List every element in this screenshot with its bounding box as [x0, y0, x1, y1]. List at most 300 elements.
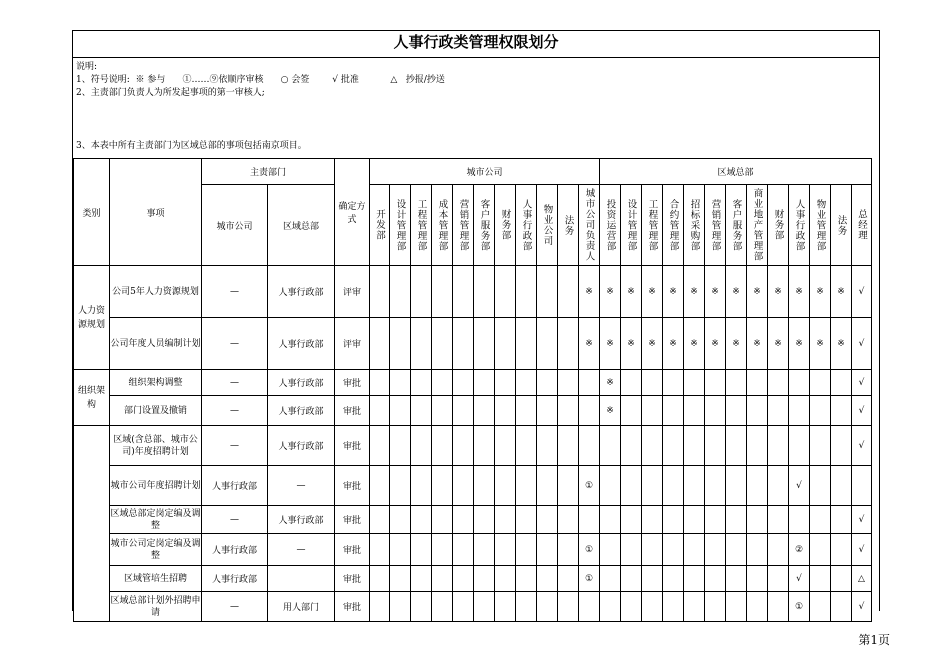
city-mark-cell: [390, 466, 411, 506]
city-mark-cell: [390, 426, 411, 466]
header-city-col-label: 城市公司负责人: [583, 188, 595, 262]
region-mark-cell: [705, 370, 726, 396]
city-mark-cell: [474, 566, 495, 592]
header-region-col-label: 法务: [835, 214, 847, 236]
header-region-col-label: 工程管理部: [646, 198, 658, 252]
table-row: [74, 506, 872, 534]
header-city-col-label: 法务: [562, 214, 574, 236]
region-mark-cell: √: [852, 506, 872, 534]
header-region-col-label: 设计管理部: [625, 198, 637, 252]
region-mark-cell: [663, 396, 684, 426]
city-mark-cell: [432, 506, 453, 534]
header-city-col-label: 工程管理部: [415, 198, 427, 252]
notes: [76, 61, 445, 100]
city-mark-cell: [516, 506, 537, 534]
item-cell: 公司年度人员编制计划: [110, 318, 202, 370]
city-mark-cell: ①: [579, 466, 600, 506]
region-mark-cell: [705, 566, 726, 592]
region-mark-cell: √: [852, 370, 872, 396]
region-mark-cell: [684, 426, 705, 466]
city-mark-cell: [453, 534, 474, 566]
city-mark-cell: [516, 396, 537, 426]
region-mark-cell: ※: [747, 318, 768, 370]
region-mark-cell: [789, 396, 810, 426]
city-mark-cell: [432, 396, 453, 426]
hq-dept-cell: 人事行政部: [268, 396, 335, 426]
region-mark-cell: [810, 370, 831, 396]
region-mark-cell: ※: [642, 318, 663, 370]
city-mark-cell: [411, 266, 432, 318]
region-mark-cell: [705, 592, 726, 622]
city-mark-cell: [495, 566, 516, 592]
city-mark-cell: [432, 592, 453, 622]
region-mark-cell: [768, 506, 789, 534]
region-mark-cell: [726, 506, 747, 534]
header-city-col: [537, 185, 558, 266]
header-city-col: [516, 185, 537, 266]
header-city-col-label: 设计管理部: [394, 198, 406, 252]
header-city-col: [432, 185, 453, 266]
header-city-col: [579, 185, 600, 266]
city-mark-cell: [474, 266, 495, 318]
city-mark-cell: [370, 370, 390, 396]
region-mark-cell: [663, 426, 684, 466]
city-mark-cell: [411, 466, 432, 506]
notes-line-2: 2、主责部门负责人为所发起事项的第一审核人;: [76, 88, 265, 98]
region-mark-cell: [621, 396, 642, 426]
region-mark-cell: √: [852, 396, 872, 426]
region-mark-cell: [642, 592, 663, 622]
region-mark-cell: [810, 426, 831, 466]
method-cell: 评审: [335, 318, 370, 370]
region-mark-cell: [747, 506, 768, 534]
city-mark-cell: [453, 466, 474, 506]
city-mark-cell: [474, 370, 495, 396]
city-mark-cell: [453, 566, 474, 592]
city-mark-cell: [474, 318, 495, 370]
header-region-col: [831, 185, 852, 266]
region-mark-cell: [810, 566, 831, 592]
city-mark-cell: [495, 426, 516, 466]
city-mark-cell: ※: [579, 266, 600, 318]
city-mark-cell: [558, 466, 579, 506]
region-mark-cell: [642, 396, 663, 426]
notes-line-3: 3、本表中所有主责部门为区域总部的事项包括南京项目。: [76, 141, 307, 151]
hq-dept-cell: 人事行政部: [268, 266, 335, 318]
region-mark-cell: √: [789, 566, 810, 592]
city-mark-cell: [370, 318, 390, 370]
city-mark-cell: [411, 396, 432, 426]
region-mark-cell: ※: [726, 318, 747, 370]
sheet: [72, 30, 880, 618]
header-region-col: [600, 185, 621, 266]
region-mark-cell: [831, 592, 852, 622]
region-mark-cell: ②: [789, 534, 810, 566]
region-mark-cell: [726, 566, 747, 592]
region-mark-cell: [789, 426, 810, 466]
city-mark-cell: [558, 426, 579, 466]
item-cell: 区域总部计划外招聘申请: [110, 592, 202, 622]
header-city-col: [411, 185, 432, 266]
hq-dept-cell: 人事行政部: [268, 426, 335, 466]
region-mark-cell: [768, 370, 789, 396]
table-row: [74, 426, 872, 466]
header-region-col: [810, 185, 831, 266]
city-mark-cell: [411, 592, 432, 622]
permission-table: [73, 158, 872, 622]
region-mark-cell: [831, 534, 852, 566]
city-mark-cell: [432, 566, 453, 592]
region-mark-cell: [747, 396, 768, 426]
region-mark-cell: [621, 566, 642, 592]
region-mark-cell: [621, 370, 642, 396]
region-mark-cell: ※: [663, 266, 684, 318]
region-mark-cell: √: [852, 534, 872, 566]
region-mark-cell: [663, 534, 684, 566]
city-mark-cell: [390, 396, 411, 426]
region-mark-cell: √: [852, 426, 872, 466]
region-mark-cell: [831, 566, 852, 592]
region-mark-cell: [642, 370, 663, 396]
hq-dept-cell: —: [268, 534, 335, 566]
region-mark-cell: [684, 370, 705, 396]
city-mark-cell: [370, 426, 390, 466]
notes-line-1: 1、符号说明: ※ 参与 ①……⑨依顺序审核 ○ 会签 √ 批准 △ 抄报/抄送: [76, 75, 445, 85]
header-region-col-label: 物业管理部: [814, 198, 826, 252]
city-mark-cell: [411, 566, 432, 592]
region-mark-cell: [810, 396, 831, 426]
city-mark-cell: [537, 318, 558, 370]
city-mark-cell: [474, 426, 495, 466]
hq-dept-cell: —: [268, 466, 335, 506]
city-mark-cell: [453, 506, 474, 534]
region-mark-cell: [684, 566, 705, 592]
city-mark-cell: [495, 534, 516, 566]
city-mark-cell: [390, 506, 411, 534]
region-mark-cell: [642, 566, 663, 592]
city-mark-cell: [537, 534, 558, 566]
table-row: [74, 466, 872, 506]
region-mark-cell: [621, 426, 642, 466]
city-mark-cell: [537, 466, 558, 506]
region-mark-cell: [705, 466, 726, 506]
header-region-col-label: 总经理: [856, 209, 867, 241]
city-mark-cell: [537, 266, 558, 318]
region-mark-cell: [831, 506, 852, 534]
city-mark-cell: [495, 592, 516, 622]
page-title: 人事行政类管理权限划分: [73, 31, 879, 58]
region-mark-cell: ※: [831, 266, 852, 318]
region-mark-cell: ①: [789, 592, 810, 622]
hq-dept-cell: [268, 566, 335, 592]
city-mark-cell: [516, 566, 537, 592]
region-mark-cell: [852, 466, 872, 506]
header-region-col-label: 商业地产管理部: [751, 188, 763, 262]
region-mark-cell: [663, 370, 684, 396]
region-mark-cell: ※: [621, 318, 642, 370]
header-city-group: 城市公司: [370, 159, 600, 185]
region-mark-cell: [726, 592, 747, 622]
city-mark-cell: [516, 370, 537, 396]
region-mark-cell: ※: [600, 396, 621, 426]
page-number: 第1页: [858, 633, 890, 647]
region-mark-cell: [747, 592, 768, 622]
hq-dept-cell: 人事行政部: [268, 506, 335, 534]
region-mark-cell: [789, 370, 810, 396]
region-mark-cell: [642, 506, 663, 534]
item-cell: 城市公司年度招聘计划: [110, 466, 202, 506]
region-mark-cell: [705, 506, 726, 534]
method-cell: 审批: [335, 466, 370, 506]
city-dept-cell: 人事行政部: [202, 534, 268, 566]
city-mark-cell: [453, 266, 474, 318]
method-cell: 审批: [335, 534, 370, 566]
category-cell: 人力资源规划: [74, 266, 110, 370]
city-mark-cell: [411, 318, 432, 370]
item-cell: 城市公司定岗定编及调整: [110, 534, 202, 566]
notes-heading: 说明:: [76, 62, 98, 72]
city-mark-cell: [495, 466, 516, 506]
header-regional-hq: 区域总部: [268, 185, 335, 266]
region-mark-cell: √: [852, 318, 872, 370]
region-mark-cell: ※: [705, 266, 726, 318]
region-mark-cell: [684, 396, 705, 426]
region-mark-cell: [621, 466, 642, 506]
region-mark-cell: [705, 396, 726, 426]
item-cell: 区域(含总部、城市公司)年度招聘计划: [110, 426, 202, 466]
city-dept-cell: —: [202, 396, 268, 426]
city-mark-cell: [390, 318, 411, 370]
city-mark-cell: [537, 426, 558, 466]
region-mark-cell: △: [852, 566, 872, 592]
city-mark-cell: [516, 426, 537, 466]
region-mark-cell: ※: [684, 266, 705, 318]
header-city-col: [370, 185, 390, 266]
city-dept-cell: —: [202, 426, 268, 466]
city-mark-cell: [411, 370, 432, 396]
city-mark-cell: [390, 592, 411, 622]
region-mark-cell: [642, 534, 663, 566]
method-cell: 审批: [335, 396, 370, 426]
region-mark-cell: ※: [768, 266, 789, 318]
header-item: 事项: [110, 159, 202, 266]
city-mark-cell: [516, 534, 537, 566]
category-cell: [74, 426, 110, 622]
city-mark-cell: [516, 592, 537, 622]
city-mark-cell: ※: [579, 318, 600, 370]
region-mark-cell: ※: [726, 266, 747, 318]
region-mark-cell: [621, 506, 642, 534]
header-region-col-label: 客户服务部: [730, 198, 742, 252]
city-dept-cell: 人事行政部: [202, 466, 268, 506]
city-mark-cell: [453, 426, 474, 466]
region-mark-cell: ※: [600, 318, 621, 370]
table-row: [74, 266, 872, 318]
category-cell: 组织架构: [74, 370, 110, 426]
table-row: [74, 566, 872, 592]
city-mark-cell: [453, 370, 474, 396]
city-dept-cell: —: [202, 370, 268, 396]
header-region-col-label: 投资运营部: [604, 198, 616, 252]
region-mark-cell: [768, 566, 789, 592]
region-mark-cell: [726, 426, 747, 466]
table-row: [74, 592, 872, 622]
city-mark-cell: [495, 396, 516, 426]
region-mark-cell: √: [789, 466, 810, 506]
table-row: [74, 396, 872, 426]
city-mark-cell: [537, 370, 558, 396]
header-city-col-label: 营销管理部: [457, 198, 469, 252]
header-region-col-label: 人事行政部: [793, 198, 805, 252]
region-mark-cell: ※: [810, 318, 831, 370]
region-mark-cell: [810, 592, 831, 622]
region-mark-cell: [726, 396, 747, 426]
region-mark-cell: [747, 466, 768, 506]
region-mark-cell: [789, 506, 810, 534]
city-mark-cell: [411, 534, 432, 566]
method-cell: 评审: [335, 266, 370, 318]
region-mark-cell: ※: [600, 370, 621, 396]
city-mark-cell: [370, 466, 390, 506]
city-mark-cell: [558, 534, 579, 566]
header-city-company: 城市公司: [202, 185, 268, 266]
city-dept-cell: —: [202, 266, 268, 318]
region-mark-cell: [747, 370, 768, 396]
header-region-col: [768, 185, 789, 266]
region-mark-cell: [600, 592, 621, 622]
table-row: [74, 534, 872, 566]
region-mark-cell: √: [852, 592, 872, 622]
city-mark-cell: [558, 396, 579, 426]
region-mark-cell: [663, 592, 684, 622]
city-mark-cell: [579, 396, 600, 426]
city-mark-cell: [558, 506, 579, 534]
region-mark-cell: ※: [642, 266, 663, 318]
region-mark-cell: [684, 592, 705, 622]
region-mark-cell: [747, 566, 768, 592]
region-mark-cell: [621, 592, 642, 622]
city-mark-cell: [579, 506, 600, 534]
method-cell: 审批: [335, 566, 370, 592]
region-mark-cell: [768, 426, 789, 466]
header-main-dept: 主责部门: [202, 159, 335, 185]
city-mark-cell: [411, 426, 432, 466]
region-mark-cell: [600, 506, 621, 534]
region-mark-cell: [747, 534, 768, 566]
city-mark-cell: [516, 318, 537, 370]
header-city-col-label: 人事行政部: [520, 198, 532, 252]
region-mark-cell: [684, 506, 705, 534]
header-city-col: [495, 185, 516, 266]
city-mark-cell: [558, 592, 579, 622]
region-mark-cell: [684, 466, 705, 506]
city-mark-cell: [453, 318, 474, 370]
city-mark-cell: [474, 396, 495, 426]
method-cell: 审批: [335, 592, 370, 622]
region-mark-cell: [831, 466, 852, 506]
city-mark-cell: [370, 506, 390, 534]
region-mark-cell: [810, 534, 831, 566]
city-mark-cell: [516, 466, 537, 506]
city-mark-cell: [495, 370, 516, 396]
city-mark-cell: [432, 534, 453, 566]
city-mark-cell: [474, 506, 495, 534]
header-city-col: [558, 185, 579, 266]
region-mark-cell: [831, 396, 852, 426]
region-mark-cell: [684, 534, 705, 566]
header-region-group: 区域总部: [600, 159, 872, 185]
item-cell: 区域管培生招聘: [110, 566, 202, 592]
region-mark-cell: [600, 534, 621, 566]
item-cell: 部门设置及撤销: [110, 396, 202, 426]
region-mark-cell: [768, 396, 789, 426]
city-mark-cell: [432, 266, 453, 318]
header-region-col: [642, 185, 663, 266]
header-region-col: [747, 185, 768, 266]
header-region-col-label: 招标采购部: [688, 198, 700, 252]
city-dept-cell: —: [202, 506, 268, 534]
header-city-col-label: 物业公司: [541, 204, 553, 246]
header-region-col: [621, 185, 642, 266]
city-mark-cell: [537, 396, 558, 426]
header-region-col-label: 营销管理部: [709, 198, 721, 252]
region-mark-cell: [726, 466, 747, 506]
region-mark-cell: ※: [663, 318, 684, 370]
region-mark-cell: [705, 426, 726, 466]
city-mark-cell: [432, 466, 453, 506]
region-mark-cell: [726, 534, 747, 566]
city-mark-cell: [474, 534, 495, 566]
region-mark-cell: ※: [789, 266, 810, 318]
city-mark-cell: [432, 426, 453, 466]
region-mark-cell: [663, 506, 684, 534]
city-mark-cell: [474, 592, 495, 622]
header-city-col-label: 成本管理部: [436, 198, 448, 252]
city-mark-cell: [558, 566, 579, 592]
header-city-col-label: 财务部: [499, 209, 511, 241]
city-mark-cell: [432, 318, 453, 370]
item-cell: 公司5年人力资源规划: [110, 266, 202, 318]
city-mark-cell: [370, 534, 390, 566]
city-mark-cell: [390, 370, 411, 396]
header-city-col: [474, 185, 495, 266]
region-mark-cell: [768, 592, 789, 622]
header-city-col-label: 客户服务部: [478, 198, 490, 252]
city-mark-cell: [558, 266, 579, 318]
item-cell: 区域总部定岗定编及调整: [110, 506, 202, 534]
city-mark-cell: [495, 318, 516, 370]
region-mark-cell: ※: [747, 266, 768, 318]
header-confirm-method: 确定方式: [335, 159, 370, 266]
city-mark-cell: [432, 370, 453, 396]
header-region-col: [852, 185, 872, 266]
region-mark-cell: [621, 534, 642, 566]
city-mark-cell: ①: [579, 534, 600, 566]
city-mark-cell: [370, 592, 390, 622]
region-mark-cell: ※: [621, 266, 642, 318]
city-mark-cell: [579, 426, 600, 466]
region-mark-cell: [768, 534, 789, 566]
city-dept-cell: —: [202, 592, 268, 622]
city-mark-cell: [516, 266, 537, 318]
region-mark-cell: ※: [705, 318, 726, 370]
region-mark-cell: √: [852, 266, 872, 318]
region-mark-cell: [600, 426, 621, 466]
city-mark-cell: [474, 466, 495, 506]
region-mark-cell: [642, 426, 663, 466]
region-mark-cell: [768, 466, 789, 506]
city-mark-cell: [453, 396, 474, 426]
